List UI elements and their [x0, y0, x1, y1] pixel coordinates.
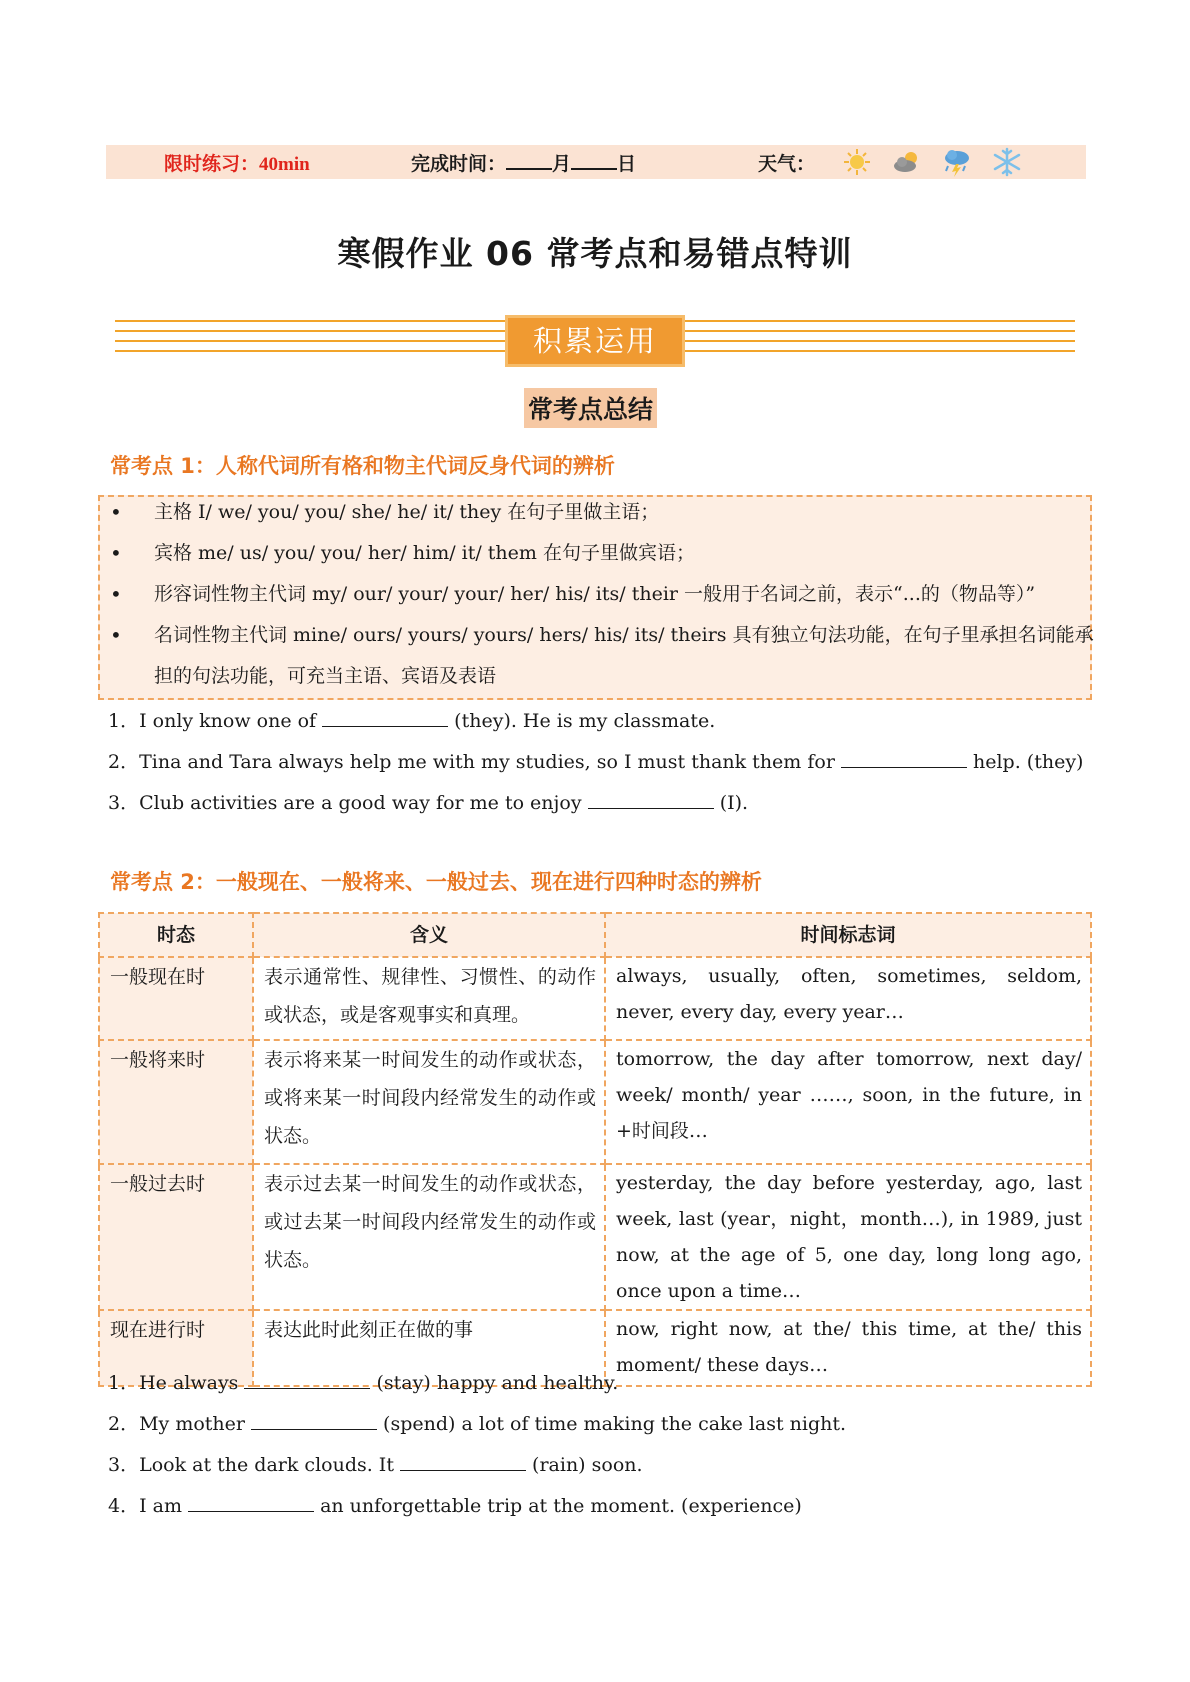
sun-icon[interactable] — [841, 147, 873, 177]
answer-blank[interactable] — [322, 708, 448, 727]
weather-label: 天气： — [758, 152, 816, 175]
cloudy-icon[interactable] — [891, 147, 923, 177]
signals-cell: now, right now, at the/ this time, at the/ this moment/ these days… — [605, 1310, 1091, 1386]
page-title: 寒假作业 06 常考点和易错点特训 — [337, 234, 853, 273]
summary-subhead: 常考点总结 — [524, 388, 657, 428]
month-blank[interactable] — [506, 150, 552, 170]
header-bar — [106, 145, 1086, 179]
table-row — [99, 957, 1091, 1040]
table-row — [99, 1164, 1091, 1310]
signals-cell: tomorrow, the day after tomorrow, next day/ week/ month/ year ……, soon, in the future, in +时间段… — [605, 1040, 1091, 1164]
meaning-cell: 表示将来某一时间发生的动作或状态，或将来某一时间段内经常发生的动作或状态。 — [253, 1040, 605, 1164]
exercise-line: 2．My mother (spend) a lot of time making the cake last night. — [108, 1413, 847, 1435]
table-header-row — [99, 913, 1091, 957]
weather-icons — [841, 147, 1023, 177]
tense-cell: 一般现在时 — [99, 957, 253, 1040]
tense-table — [98, 912, 1092, 1387]
table-row — [99, 1040, 1091, 1164]
completion-time: 完成时间： 月 日 — [411, 149, 636, 176]
section-banner: 积累运用 — [505, 315, 685, 367]
meaning-cell: 表达此时此刻正在做的事 — [253, 1310, 605, 1386]
exercise-line: 3．Club activities are a good way for me to enjoy (I). — [108, 792, 749, 814]
meaning-cell: 表示过去某一时间发生的动作或状态，或过去某一时间段内经常发生的动作或状态。 — [253, 1164, 605, 1310]
point2-heading: 常考点 2：一般现在、一般将来、一般过去、现在进行四种时态的辨析 — [110, 870, 762, 894]
answer-blank[interactable] — [400, 1452, 526, 1471]
snow-icon[interactable] — [991, 147, 1023, 177]
tense-cell: 现在进行时 — [99, 1310, 253, 1386]
signals-cell: always, usually, often, sometimes, seldom, never, every day, every year… — [605, 957, 1091, 1040]
answer-blank[interactable] — [251, 1411, 377, 1430]
storm-icon[interactable] — [941, 147, 973, 177]
answer-blank[interactable] — [244, 1370, 370, 1389]
exercise-line: 4．I am an unforgettable trip at the moment. (experience) — [108, 1495, 802, 1517]
day-blank[interactable] — [571, 150, 617, 170]
time-limit: 限时练习：40min — [164, 152, 310, 175]
exercise-line: 3．Look at the dark clouds. It (rain) soon. — [108, 1454, 643, 1476]
tense-cell: 一般过去时 — [99, 1164, 253, 1310]
exercise-line: 1．He always (stay) happy and healthy. — [108, 1372, 619, 1394]
answer-blank[interactable] — [588, 790, 714, 809]
tense-cell: 一般将来时 — [99, 1040, 253, 1164]
exercise-line: 2．Tina and Tara always help me with my studies, so I must thank them for help. (they) — [108, 751, 1084, 773]
exercise-line: 1．I only know one of (they). He is my classmate. — [108, 710, 716, 732]
column-header: 时间标志词 — [605, 913, 1091, 957]
meaning-cell: 表示通常性、规律性、习惯性、的动作或状态，或是客观事实和真理。 — [253, 957, 605, 1040]
point1-heading: 常考点 1：人称代词所有格和物主代词反身代词的辨析 — [110, 454, 615, 478]
column-header: 含义 — [253, 913, 605, 957]
column-header: 时态 — [99, 913, 253, 957]
answer-blank[interactable] — [841, 749, 967, 768]
answer-blank[interactable] — [188, 1493, 314, 1512]
signals-cell: yesterday, the day before yesterday, ago, last week, last (year，night，month…), in 1989, just now, at the age of 5, one day, long long ago, once upon a time… — [605, 1164, 1091, 1310]
